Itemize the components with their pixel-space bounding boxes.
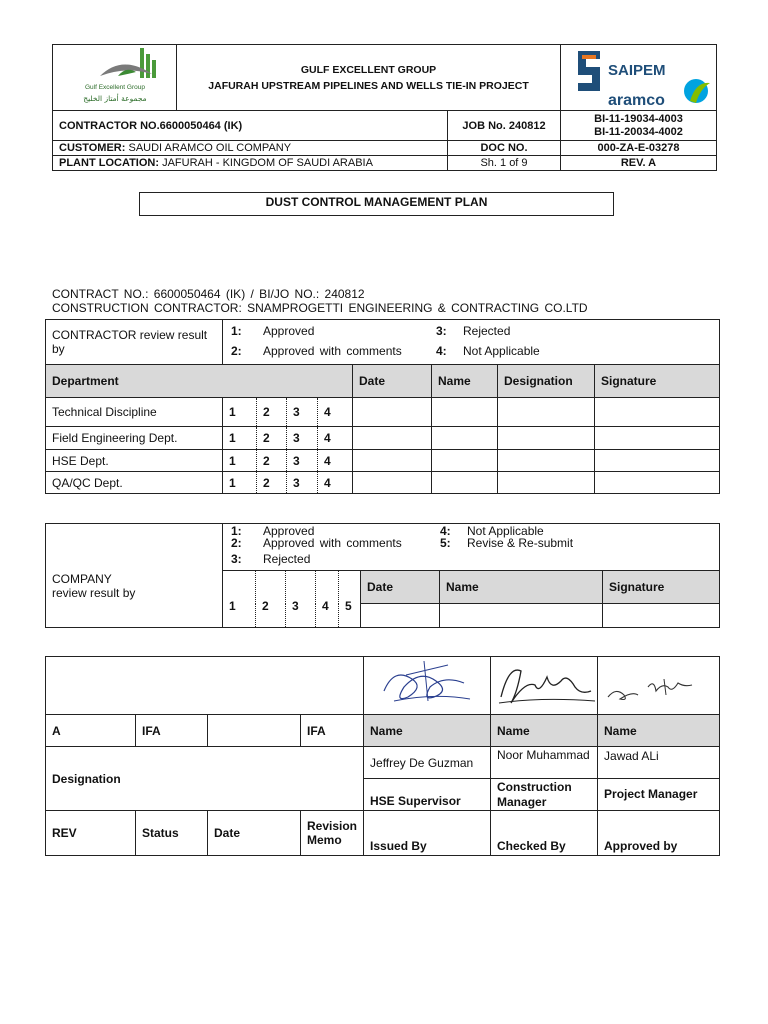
col-signature: Signature bbox=[595, 365, 720, 398]
document-header bbox=[52, 44, 717, 171]
approved-designation: Project Manager bbox=[598, 779, 720, 811]
signature-checked-icon bbox=[491, 657, 597, 711]
bi-number-2: BI-11-20034-4002 bbox=[594, 125, 683, 138]
customer-label: CUSTOMER: bbox=[59, 142, 126, 154]
company-review-table bbox=[45, 523, 720, 628]
review-num: 2 bbox=[257, 450, 287, 472]
name-label-checked: Name bbox=[491, 715, 598, 747]
bi-numbers-cell bbox=[561, 111, 717, 141]
dept-name: Field Engineering Dept. bbox=[46, 427, 223, 450]
company-review-options bbox=[223, 524, 720, 571]
project-name: JAFURAH UPSTREAM PIPELINES AND WELLS TIE-IN PROJECT bbox=[208, 79, 529, 92]
name-label-issued: Name bbox=[364, 715, 491, 747]
company-opt1: Approved bbox=[263, 524, 315, 538]
col-date: Date bbox=[353, 365, 432, 398]
review-num: 2 bbox=[257, 427, 287, 450]
review-num: 4 bbox=[318, 472, 353, 494]
doc-no-value: 000-ZA-E-03278 bbox=[561, 141, 717, 156]
table-row bbox=[46, 450, 720, 472]
review-num: 1 bbox=[223, 472, 257, 494]
approved-name: Jawad ALi bbox=[598, 747, 720, 779]
designation-cell bbox=[498, 450, 595, 472]
contractor-opt1: Approved bbox=[263, 324, 315, 338]
contractor-opt3: Rejected bbox=[463, 324, 511, 338]
signature-approved-icon bbox=[598, 657, 698, 711]
status-value: IFA bbox=[136, 715, 208, 747]
customer-cell bbox=[53, 141, 448, 156]
review-num: 4 bbox=[318, 450, 353, 472]
svg-text:SAIPEM: SAIPEM bbox=[607, 62, 666, 79]
designation-cell bbox=[498, 398, 595, 427]
memo-value: IFA bbox=[301, 715, 364, 747]
name-cell bbox=[432, 398, 498, 427]
col-designation: Designation bbox=[498, 365, 595, 398]
rev-value: A bbox=[46, 715, 136, 747]
contractor-no: CONTRACTOR NO.6600050464 (IK) bbox=[53, 111, 448, 141]
name-cell bbox=[432, 472, 498, 494]
name-cell bbox=[432, 450, 498, 472]
contractor-review-table bbox=[45, 319, 720, 494]
signature-cell bbox=[595, 427, 720, 450]
contract-line: CONTRACT NO.: 6600050464 (IK) / BI/JO NO.: 240812 bbox=[52, 287, 365, 301]
review-num: 4 bbox=[318, 427, 353, 450]
company-review-label-cell bbox=[46, 524, 223, 628]
contractor-opt1-num: 1: bbox=[231, 324, 242, 338]
table-row bbox=[46, 398, 720, 427]
issued-signature bbox=[364, 657, 491, 715]
approved-signature bbox=[598, 657, 720, 715]
date-cell bbox=[353, 472, 432, 494]
company-opt1-num: 1: bbox=[231, 524, 242, 538]
issued-name: Jeffrey De Guzman bbox=[364, 747, 491, 779]
review-num: 3 bbox=[287, 450, 318, 472]
designation-label: Designation bbox=[46, 747, 364, 811]
saipem-aramco-logo bbox=[564, 45, 714, 107]
dept-name: HSE Dept. bbox=[46, 450, 223, 472]
contractor-opt3-num: 3: bbox=[436, 324, 447, 338]
revision-table bbox=[45, 656, 720, 856]
review-num: 3 bbox=[287, 427, 318, 450]
issued-designation: HSE Supervisor bbox=[364, 779, 491, 811]
sheet-number: Sh. 1 of 9 bbox=[448, 156, 561, 171]
doc-no-label: DOC NO. bbox=[448, 141, 561, 156]
company-review-num: 1 bbox=[223, 571, 256, 628]
review-num: 3 bbox=[287, 398, 318, 427]
company-review-num: 5 bbox=[339, 571, 361, 628]
designation-cell bbox=[498, 427, 595, 450]
company-label: COMPANY bbox=[52, 571, 112, 586]
review-num: 2 bbox=[257, 398, 287, 427]
svg-text:Gulf Excellent Group: Gulf Excellent Group bbox=[84, 84, 145, 91]
signature-cell bbox=[595, 450, 720, 472]
company-col-name: Name bbox=[440, 571, 603, 604]
contractor-opt4: Not Applicable bbox=[463, 344, 540, 358]
table-row bbox=[46, 472, 720, 494]
contractor-opt2: Approved with comments bbox=[263, 344, 402, 358]
contractor-opt4-num: 4: bbox=[436, 344, 447, 358]
date-cell bbox=[353, 427, 432, 450]
company-opt2-num: 2: bbox=[231, 536, 242, 550]
date-cell bbox=[353, 450, 432, 472]
svg-text:مجموعة أمتاز الخليج: مجموعة أمتاز الخليج bbox=[82, 94, 147, 103]
company-name-cell bbox=[440, 604, 603, 628]
dept-name: QA/QC Dept. bbox=[46, 472, 223, 494]
company-opt4-num: 4: bbox=[440, 524, 451, 538]
gulf-logo-cell bbox=[53, 45, 177, 111]
company-review-num: 3 bbox=[286, 571, 316, 628]
col-name: Name bbox=[432, 365, 498, 398]
company-review-num: 2 bbox=[256, 571, 286, 628]
customer-value: SAUDI ARAMCO OIL COMPANY bbox=[128, 142, 292, 154]
checked-by-label: Checked By bbox=[491, 811, 598, 856]
review-num: 4 bbox=[318, 398, 353, 427]
checked-name: Noor Muhammad bbox=[491, 747, 598, 779]
approved-by-label: Approved by bbox=[598, 811, 720, 856]
date-label: Date bbox=[208, 811, 301, 856]
review-num: 1 bbox=[223, 427, 257, 450]
construction-contractor-line: CONSTRUCTION CONTRACTOR: SNAMPROGETTI ENGINEERING & CONTRACTING CO.LTD bbox=[52, 301, 588, 315]
review-num: 1 bbox=[223, 398, 257, 427]
company-review-num: 4 bbox=[316, 571, 339, 628]
rev-label: REV bbox=[46, 811, 136, 856]
plant-location-cell bbox=[53, 156, 448, 171]
company-date-cell bbox=[361, 604, 440, 628]
company-opt5: Revise & Re-submit bbox=[467, 536, 574, 550]
plant-location-value: JAFURAH - KINGDOM OF SAUDI ARABIA bbox=[162, 157, 373, 169]
bi-number-1: BI-11-19034-4003 bbox=[594, 112, 683, 125]
revision-blank-cell bbox=[46, 657, 364, 715]
contractor-review-label: CONTRACTOR review result by bbox=[46, 320, 223, 365]
date-value bbox=[208, 715, 301, 747]
saipem-logo-cell bbox=[561, 45, 717, 111]
company-opt2: Approved with comments bbox=[263, 536, 402, 550]
memo-label: Revision Memo bbox=[301, 811, 364, 856]
header-title-cell bbox=[177, 45, 561, 111]
checked-signature bbox=[491, 657, 598, 715]
signature-issued-icon bbox=[364, 657, 490, 711]
col-department: Department bbox=[46, 365, 353, 398]
revision-label: REV. A bbox=[561, 156, 717, 171]
company-name: GULF EXCELLENT GROUP bbox=[300, 63, 437, 76]
checked-designation: Construction Manager bbox=[491, 779, 598, 811]
company-signature-cell bbox=[603, 604, 720, 628]
issued-by-label: Issued By bbox=[364, 811, 491, 856]
table-row bbox=[46, 427, 720, 450]
contractor-opt2-num: 2: bbox=[231, 344, 242, 358]
company-opt3-num: 3: bbox=[231, 552, 242, 566]
contractor-review-options bbox=[223, 320, 720, 365]
date-cell bbox=[353, 398, 432, 427]
review-num: 1 bbox=[223, 450, 257, 472]
svg-text:aramco: aramco bbox=[607, 92, 665, 107]
name-cell bbox=[432, 427, 498, 450]
designation-cell bbox=[498, 472, 595, 494]
gulf-excellent-logo bbox=[60, 46, 170, 106]
status-label: Status bbox=[136, 811, 208, 856]
company-opt3: Rejected bbox=[263, 552, 311, 566]
signature-cell bbox=[595, 472, 720, 494]
company-col-signature: Signature bbox=[603, 571, 720, 604]
document-title: DUST CONTROL MANAGEMENT PLAN bbox=[139, 192, 614, 216]
name-label-approved: Name bbox=[598, 715, 720, 747]
company-col-date: Date bbox=[361, 571, 440, 604]
company-opt5-num: 5: bbox=[440, 536, 451, 550]
review-num: 2 bbox=[257, 472, 287, 494]
dept-name: Technical Discipline bbox=[46, 398, 223, 427]
plant-location-label: PLANT LOCATION: bbox=[59, 157, 160, 169]
company-review-label: review result by bbox=[52, 585, 136, 600]
job-no: JOB No. 240812 bbox=[448, 111, 561, 141]
company-opt4: Not Applicable bbox=[467, 524, 544, 538]
signature-cell bbox=[595, 398, 720, 427]
review-num: 3 bbox=[287, 472, 318, 494]
